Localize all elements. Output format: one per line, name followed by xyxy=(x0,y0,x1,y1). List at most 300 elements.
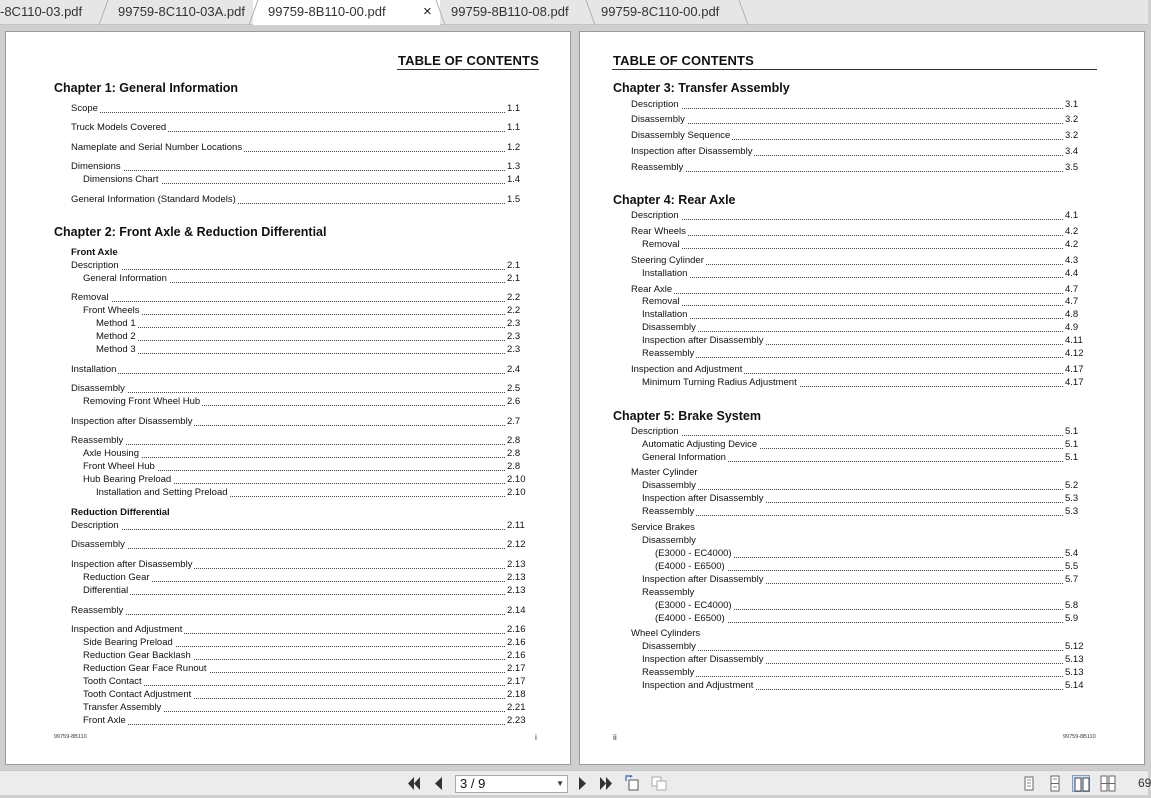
toc-entry[interactable] xyxy=(83,174,525,186)
toc-entry[interactable] xyxy=(631,130,1099,142)
rotate-icon[interactable] xyxy=(624,775,642,792)
toc-entry[interactable] xyxy=(71,194,525,206)
toc-page-number: 2.8 xyxy=(507,448,521,459)
toc-page-number: 1.4 xyxy=(507,174,521,185)
toc-entry-title: Scope xyxy=(71,103,98,114)
toc-entry[interactable] xyxy=(642,587,696,599)
toc-leader-dots xyxy=(631,123,1063,124)
toc-page-number: 5.8 xyxy=(1065,600,1079,611)
toc-entry[interactable] xyxy=(642,322,1099,334)
toc-page-number: 2.13 xyxy=(507,585,526,596)
toc-page-number: 4.3 xyxy=(1065,255,1079,266)
two-page-view-icon[interactable] xyxy=(1072,775,1090,792)
toc-entry[interactable] xyxy=(631,364,1099,376)
toc-chapter-heading[interactable] xyxy=(613,192,738,208)
toc-entry-title: Dimensions xyxy=(71,161,121,172)
toc-entry-title: Rear Wheels xyxy=(631,226,686,237)
toc-leader-dots xyxy=(71,112,505,113)
toc-entry[interactable] xyxy=(631,99,1099,111)
toc-page-number: 4.7 xyxy=(1065,284,1079,295)
toc-entry[interactable] xyxy=(642,535,698,547)
toc-page-number: 2.3 xyxy=(507,344,521,355)
toc-page-number: 2.10 xyxy=(507,474,526,485)
toc-entry[interactable] xyxy=(96,344,525,356)
toc-leader-dots xyxy=(642,650,1063,651)
toc-page-number: 4.4 xyxy=(1065,268,1079,279)
zoom-level[interactable]: 69 xyxy=(1138,776,1151,790)
toc-entry[interactable] xyxy=(642,296,1099,308)
toc-page-number: 4.12 xyxy=(1065,348,1084,359)
toc-entry-title: Automatic Adjusting Device xyxy=(642,439,758,450)
toc-entry-title: Installation xyxy=(642,268,688,279)
toc-page-number: 2.12 xyxy=(507,539,526,550)
toc-page-number: 2.11 xyxy=(507,520,525,531)
toc-entry[interactable] xyxy=(83,305,525,317)
toc-entry-title: Reduction Gear Backlash xyxy=(83,650,191,661)
toc-leader-dots xyxy=(631,219,1063,220)
toc-leader-dots xyxy=(642,331,1063,332)
toc-page-number: 2.23 xyxy=(507,715,526,726)
toc-page-number: 3.2 xyxy=(1065,130,1079,141)
toc-entry[interactable] xyxy=(83,273,525,285)
toc-entry-title: (E3000 - EC4000) xyxy=(655,548,732,559)
page-content xyxy=(580,32,1144,764)
toc-entry[interactable] xyxy=(71,559,525,571)
toc-entry-title: Method 2 xyxy=(96,331,136,342)
toc-entry[interactable] xyxy=(71,416,525,428)
tab-8c110-00[interactable] xyxy=(590,0,750,25)
toc-entry[interactable] xyxy=(83,650,525,662)
toc-page-number: 2.16 xyxy=(507,624,526,635)
toc-page-number: 5.7 xyxy=(1065,574,1079,585)
single-page-view-icon[interactable] xyxy=(1020,775,1038,792)
toc-entry[interactable] xyxy=(642,239,1099,251)
toc-entry[interactable] xyxy=(631,628,702,640)
tab-8c110-03a[interactable] xyxy=(103,0,253,25)
toc-entry-title: Reassembly xyxy=(642,667,695,678)
toc-entry[interactable] xyxy=(631,114,1099,126)
tab-separator xyxy=(97,0,109,25)
tab-separator xyxy=(247,0,259,25)
toc-entry[interactable] xyxy=(642,641,1099,653)
toc-leader-dots xyxy=(83,594,505,595)
tab-separator xyxy=(435,0,447,25)
toc-entry[interactable] xyxy=(655,613,1099,625)
toc-entry-title: Reduction Gear xyxy=(83,572,150,583)
toc-entry-title: (E4000 - E6500) xyxy=(655,613,725,624)
toc-entry-title: Chapter 4: Rear Axle xyxy=(613,193,736,207)
toc-page-number: 3.1 xyxy=(1065,99,1079,110)
footer-code: 99759-8B110 xyxy=(54,734,87,740)
toc-page-number: 2.3 xyxy=(507,331,521,342)
toc-entry[interactable] xyxy=(83,474,525,486)
toc-entry-title: (E3000 - EC4000) xyxy=(655,600,732,611)
toc-leader-dots xyxy=(71,529,505,530)
toc-entry-title: Tooth Contact xyxy=(83,676,142,687)
toc-entry[interactable] xyxy=(642,506,1099,518)
toc-entry[interactable] xyxy=(631,146,1099,158)
toc-page-number: 2.21 xyxy=(507,702,526,713)
document-viewer[interactable] xyxy=(0,26,1148,770)
toc-entry[interactable] xyxy=(83,461,525,473)
toc-leader-dots xyxy=(83,685,505,686)
toc-entry[interactable] xyxy=(83,448,525,460)
footer-code: 99759-8B110 xyxy=(1063,734,1096,740)
toc-page-number: 2.2 xyxy=(507,292,521,303)
toc-entry-title: Inspection after Disassembly xyxy=(71,416,193,427)
toc-page-number: 2.13 xyxy=(507,572,526,583)
tab-separator xyxy=(585,0,597,25)
toc-page-number: 4.2 xyxy=(1065,226,1079,237)
toc-leader-dots xyxy=(642,515,1063,516)
toc-page-number: 4.2 xyxy=(1065,239,1079,250)
toc-entry-title: Reassembly xyxy=(71,605,124,616)
toc-entry[interactable] xyxy=(642,493,1099,505)
last-page-icon[interactable] xyxy=(597,775,615,792)
page-number-select[interactable] xyxy=(455,775,568,793)
toc-entry-title: Reassembly xyxy=(642,348,695,359)
toc-entry-title: Chapter 2: Front Axle & Reduction Differential xyxy=(54,225,327,239)
toc-page-number: 2.5 xyxy=(507,383,521,394)
toc-entry[interactable] xyxy=(631,226,1099,238)
pdf-page-right xyxy=(579,31,1145,765)
toc-entry-title: Method 3 xyxy=(96,344,136,355)
toc-entry-title: Inspection after Disassembly xyxy=(71,559,193,570)
toc-leader-dots xyxy=(71,373,505,374)
toc-entry-title: Front Wheel Hub xyxy=(83,461,155,472)
toc-entry[interactable] xyxy=(96,487,525,499)
toc-leader-dots xyxy=(642,676,1063,677)
toc-entry[interactable] xyxy=(71,364,525,376)
toc-entry-title: Reduction Differential xyxy=(71,507,170,518)
toc-entry-title: Nameplate and Serial Number Locations xyxy=(71,142,243,153)
toc-page-number: 1.2 xyxy=(507,142,521,153)
footer-page-number: i xyxy=(535,732,537,742)
bottom-toolbar xyxy=(0,770,1151,795)
toc-entry[interactable] xyxy=(71,142,525,154)
toc-page-number: 2.18 xyxy=(507,689,526,700)
toc-entry[interactable] xyxy=(71,292,525,304)
toc-page-number: 5.1 xyxy=(1065,426,1079,437)
page-header: TABLE OF CONTENTS xyxy=(613,53,754,68)
toc-entry[interactable] xyxy=(83,715,525,727)
toc-entry-title: Installation and Setting Preload xyxy=(96,487,228,498)
tab-bar xyxy=(0,0,1148,25)
toc-entry[interactable] xyxy=(642,480,1099,492)
toc-leader-dots xyxy=(631,108,1063,109)
toc-entry-title: Chapter 5: Brake System xyxy=(613,409,761,423)
toc-leader-dots xyxy=(631,171,1063,172)
toc-entry[interactable] xyxy=(655,548,1099,560)
toc-entry[interactable] xyxy=(642,680,1099,692)
toc-entry-title: Front Wheels xyxy=(83,305,140,316)
toc-page-number: 1.3 xyxy=(507,161,521,172)
toc-entry[interactable] xyxy=(96,318,525,330)
toc-section-heading[interactable] xyxy=(71,507,172,519)
toc-leader-dots xyxy=(71,548,505,549)
toc-entry[interactable] xyxy=(631,284,1099,296)
toc-entry[interactable] xyxy=(71,605,525,617)
toc-page-number: 1.5 xyxy=(507,194,521,205)
toc-page-number: 2.1 xyxy=(507,260,521,271)
toc-page-number: 4.1 xyxy=(1065,210,1079,221)
toc-page-number: 4.7 xyxy=(1065,296,1079,307)
toc-entry[interactable] xyxy=(83,689,525,701)
toc-entry[interactable] xyxy=(631,210,1099,222)
toc-entry[interactable] xyxy=(642,348,1099,360)
tab-label: 99759-8B110-08.pdf xyxy=(451,4,569,19)
toc-entry-title: Transfer Assembly xyxy=(83,702,162,713)
toc-entry[interactable] xyxy=(642,654,1099,666)
toc-entry[interactable] xyxy=(83,396,525,408)
toc-entry[interactable] xyxy=(71,624,525,636)
toc-entry[interactable] xyxy=(96,331,525,343)
toc-page-number: 5.14 xyxy=(1065,680,1084,691)
toc-leader-dots xyxy=(83,724,505,725)
toc-leader-dots xyxy=(96,340,505,341)
toc-leader-dots xyxy=(96,353,505,354)
toc-entry-title: Minimum Turning Radius Adjustment xyxy=(642,377,797,388)
toc-page-number: 2.8 xyxy=(507,461,521,472)
toc-page-number: 1.1 xyxy=(507,103,521,114)
toc-leader-dots xyxy=(71,170,505,171)
toc-entry[interactable] xyxy=(642,335,1099,347)
toc-entry-title: (E4000 - E6500) xyxy=(655,561,725,572)
tab-label: 99759-8C110-00.pdf xyxy=(601,4,720,19)
toc-entry-title: Disassembly xyxy=(642,535,696,546)
page-content xyxy=(6,32,570,764)
toc-page-number: 2.4 xyxy=(507,364,521,375)
tab-8c110-03[interactable] xyxy=(0,0,103,25)
toc-entry[interactable] xyxy=(71,539,525,551)
toc-page-number: 2.10 xyxy=(507,487,526,498)
toc-entry-title: Description xyxy=(631,99,679,110)
toc-entry[interactable] xyxy=(71,260,525,272)
toc-entry-title: Description xyxy=(631,426,679,437)
toc-leader-dots xyxy=(83,457,505,458)
toc-chapter-heading[interactable] xyxy=(54,224,328,240)
toc-entry[interactable] xyxy=(83,702,525,714)
toc-entry-title: Installation xyxy=(642,309,688,320)
toc-entry[interactable] xyxy=(642,574,1099,586)
toc-entry[interactable] xyxy=(631,467,700,479)
toc-entry[interactable] xyxy=(71,520,525,532)
toc-entry-title: Reassembly xyxy=(642,506,695,517)
toc-page-number: 3.4 xyxy=(1065,146,1079,157)
toc-entry-title: General Information xyxy=(642,452,726,463)
toc-entry-title: Disassembly xyxy=(71,383,125,394)
toc-entry[interactable] xyxy=(631,522,697,534)
toc-page-number: 4.9 xyxy=(1065,322,1079,333)
toc-entry[interactable] xyxy=(83,676,525,688)
toc-entry-title: Inspection after Disassembly xyxy=(642,493,764,504)
toc-leader-dots xyxy=(631,435,1063,436)
toc-entry[interactable] xyxy=(631,162,1099,174)
toc-entry-title: Inspection and Adjustment xyxy=(71,624,183,635)
toc-page-number: 2.16 xyxy=(507,637,526,648)
toc-page-number: 5.3 xyxy=(1065,493,1079,504)
toc-leader-dots xyxy=(71,444,505,445)
toc-page-number: 4.17 xyxy=(1065,377,1084,388)
toc-entry-title: Installation xyxy=(71,364,117,375)
toc-leader-dots xyxy=(642,489,1063,490)
toc-leader-dots xyxy=(71,392,505,393)
toc-entry-title: Inspection and Adjustment xyxy=(642,680,754,691)
toc-entry-title: Truck Models Covered xyxy=(71,122,167,133)
toc-entry-title: Hub Bearing Preload xyxy=(83,474,172,485)
toc-entry[interactable] xyxy=(71,161,525,173)
toc-entry-title: Description xyxy=(71,260,119,271)
toc-entry[interactable] xyxy=(71,435,525,447)
toc-entry-title: Inspection after Disassembly xyxy=(642,654,764,665)
toc-entry-title: General Information (Standard Models) xyxy=(71,194,236,205)
toc-entry-title: Disassembly xyxy=(642,480,696,491)
toc-entry-title: Removing Front Wheel Hub xyxy=(83,396,201,407)
toc-page-number: 4.17 xyxy=(1065,364,1084,375)
toc-entry-title: Reduction Gear Face Runout xyxy=(83,663,207,674)
toc-entry[interactable] xyxy=(83,585,525,597)
tab-8b110-08[interactable] xyxy=(440,0,590,25)
tab-8b110-00[interactable] xyxy=(253,0,440,25)
toc-page-number: 4.8 xyxy=(1065,309,1079,320)
toc-page-number: 2.17 xyxy=(507,663,526,674)
toc-entry[interactable] xyxy=(642,439,1099,451)
chevron-down-icon: ▼ xyxy=(556,779,564,788)
toc-entry[interactable] xyxy=(642,667,1099,679)
toc-entry-title: Reassembly xyxy=(71,435,124,446)
toc-entry[interactable] xyxy=(83,572,525,584)
toc-leader-dots xyxy=(642,277,1063,278)
toc-page-number: 5.4 xyxy=(1065,548,1079,559)
toc-section-heading[interactable] xyxy=(71,247,120,259)
toc-entry-title: Disassembly xyxy=(631,114,685,125)
toc-entry-title: Axle Housing xyxy=(83,448,139,459)
toc-entry-title: Inspection after Disassembly xyxy=(631,146,753,157)
toc-page-number: 5.13 xyxy=(1065,654,1084,665)
toc-entry-title: Chapter 3: Transfer Assembly xyxy=(613,81,790,95)
toc-leader-dots xyxy=(71,269,505,270)
toc-page-number: 2.8 xyxy=(507,435,521,446)
toc-entry[interactable] xyxy=(83,637,525,649)
toc-entry-title: Chapter 1: General Information xyxy=(54,81,239,95)
toc-entry[interactable] xyxy=(631,255,1099,267)
toc-entry[interactable] xyxy=(655,561,1099,573)
toc-page-number: 2.13 xyxy=(507,559,526,570)
toc-entry[interactable] xyxy=(655,600,1099,612)
toc-entry-title: General Information xyxy=(83,273,167,284)
toc-chapter-heading[interactable] xyxy=(54,80,240,96)
toc-entry[interactable] xyxy=(631,426,1099,438)
page-indicator: 3 / 9 xyxy=(460,776,486,791)
toc-page-number: 2.7 xyxy=(507,416,521,427)
toc-leader-dots xyxy=(71,614,505,615)
toc-page-number: 3.5 xyxy=(1065,162,1079,173)
toc-page-number: 5.9 xyxy=(1065,613,1079,624)
toc-page-number: 2.3 xyxy=(507,318,521,329)
toc-entry-title: Rear Axle xyxy=(631,284,673,295)
tab-separator xyxy=(738,0,750,25)
toc-entry-title: Removal xyxy=(642,239,680,250)
tab-label: 99759-8C110-03A.pdf xyxy=(118,4,245,19)
toc-entry[interactable] xyxy=(71,103,525,115)
previous-page-icon[interactable] xyxy=(430,775,448,792)
toc-leader-dots xyxy=(642,305,1063,306)
toc-entry-title: Wheel Cylinders xyxy=(631,628,701,639)
toc-leader-dots xyxy=(642,357,1063,358)
toc-leader-dots xyxy=(96,327,505,328)
toc-entry[interactable] xyxy=(71,122,525,134)
toc-page-number: 1.1 xyxy=(507,122,521,133)
toc-entry-title: Disassembly xyxy=(71,539,125,550)
toc-page-number: 5.2 xyxy=(1065,480,1079,491)
toc-entry-title: Side Bearing Preload xyxy=(83,637,173,648)
fit-page-icon[interactable] xyxy=(650,775,668,792)
toc-leader-dots xyxy=(642,248,1063,249)
toc-page-number: 5.13 xyxy=(1065,667,1084,678)
toc-leader-dots xyxy=(631,235,1063,236)
toc-entry-title: Differential xyxy=(83,585,129,596)
toc-entry-title: Disassembly Sequence xyxy=(631,130,731,141)
toc-chapter-heading[interactable] xyxy=(613,80,792,96)
toc-leader-dots xyxy=(71,301,505,302)
toc-entry-title: Front Axle xyxy=(83,715,126,726)
toc-entry[interactable] xyxy=(642,377,1099,389)
footer-page-number: ii xyxy=(613,732,617,742)
toc-entry[interactable] xyxy=(71,383,525,395)
first-page-icon[interactable] xyxy=(405,775,423,792)
two-page-continuous-view-icon[interactable] xyxy=(1099,775,1117,792)
toc-entry[interactable] xyxy=(642,452,1099,464)
toc-entry-title: Disassembly xyxy=(642,322,696,333)
toc-page-number: 2.16 xyxy=(507,650,526,661)
toc-entry-title: Steering Cylinder xyxy=(631,255,704,266)
toc-page-number: 2.1 xyxy=(507,273,521,284)
toc-entry-title: Removal xyxy=(642,296,680,307)
toc-chapter-heading[interactable] xyxy=(613,408,763,424)
toc-entry-title: Reassembly xyxy=(631,162,684,173)
toc-entry-title: Dimensions Chart xyxy=(83,174,159,185)
toc-entry-title: Inspection and Adjustment xyxy=(631,364,743,375)
toc-page-number: 2.6 xyxy=(507,396,521,407)
next-page-icon[interactable] xyxy=(573,775,591,792)
toc-page-number: 5.1 xyxy=(1065,452,1079,463)
toc-entry-title: Front Axle xyxy=(71,247,118,258)
toc-entry-title: Tooth Contact Adjustment xyxy=(83,689,192,700)
toc-page-number: 4.11 xyxy=(1065,335,1083,346)
close-icon[interactable]: × xyxy=(423,3,432,20)
toc-entry[interactable] xyxy=(642,309,1099,321)
header-rule xyxy=(397,69,539,70)
toc-leader-dots xyxy=(83,314,505,315)
toc-entry-title: Master Cylinder xyxy=(631,467,698,478)
toc-page-number: 2.17 xyxy=(507,676,526,687)
toc-leader-dots xyxy=(631,293,1063,294)
toc-entry-title: Removal xyxy=(71,292,109,303)
toc-entry-title: Description xyxy=(71,520,119,531)
pdf-page-left xyxy=(5,31,571,765)
toc-entry-title: Service Brakes xyxy=(631,522,695,533)
tab-label: -8C110-03.pdf xyxy=(0,4,83,19)
toc-entry-title: Reassembly xyxy=(642,587,695,598)
toc-entry[interactable] xyxy=(83,663,525,675)
toc-leader-dots xyxy=(642,318,1063,319)
continuous-view-icon[interactable] xyxy=(1046,775,1064,792)
toc-entry-title: Disassembly xyxy=(642,641,696,652)
toc-page-number: 2.14 xyxy=(507,605,526,616)
toc-entry[interactable] xyxy=(642,268,1099,280)
page-header: TABLE OF CONTENTS xyxy=(398,53,539,68)
toc-page-number: 5.12 xyxy=(1065,641,1084,652)
